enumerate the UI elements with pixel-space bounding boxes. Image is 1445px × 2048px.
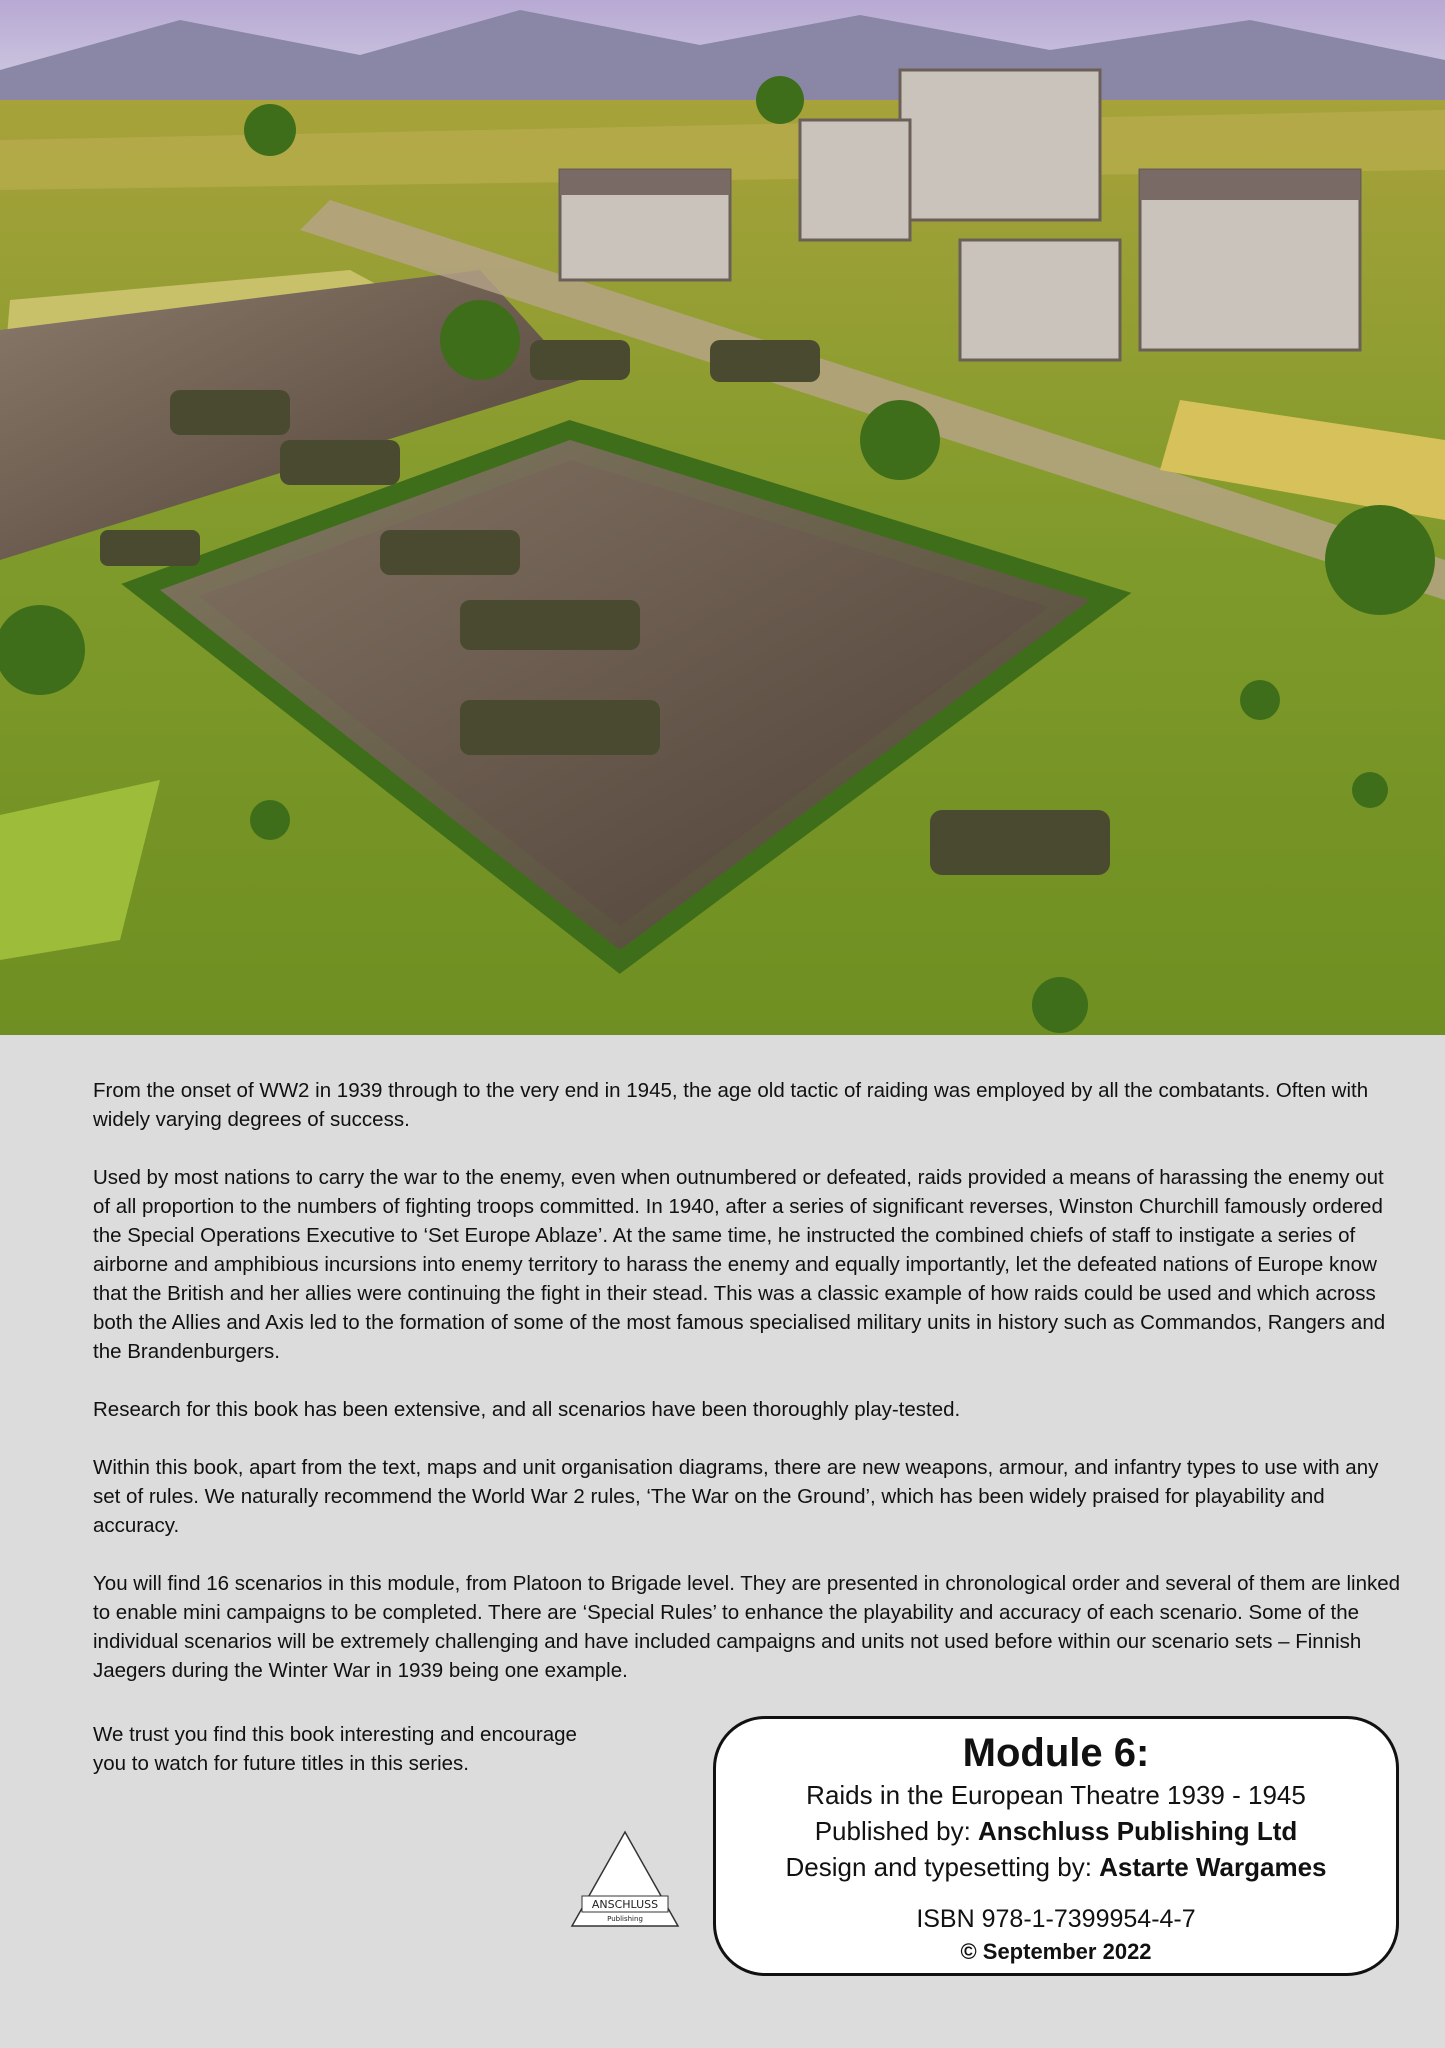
paragraph-scenarios: You will find 16 scenarios in this module, from Platoon to Brigade level. They are presented in chronological order and several of them are linked to enable mini campaigns to be completed. There are ‘Special Rules’ to enhance the playability and accuracy of each scenario. Some of the individual scenarios will be extremely challenging and have included campaigns and units not used before within our scenario sets – Finnish Jaegers during the Winter War in 1939 being one example. [93, 1572, 1401, 1682]
copyright: © September 2022 [960, 1939, 1152, 1964]
isbn: ISBN 978-1-7399954-4-7 [916, 1905, 1196, 1933]
anschluss-logo [568, 1830, 682, 1930]
design-line [716, 1849, 1396, 1885]
body-text [93, 1076, 1403, 1714]
published-label: Published by: [814, 1816, 979, 1846]
logo-sub: Publishing [607, 1915, 643, 1923]
module-subtitle: Raids in the European Theatre 1939 - 1945 [806, 1780, 1306, 1810]
closing-text [93, 1720, 613, 1778]
paragraph-contents: Within this book, apart from the text, maps and unit organisation diagrams, there are new weapons, armour, and infantry types to use with any set of rules. We naturally recommend the World War 2 rules, ‘The War on the Ground’, which has been widely praised for playability and accuracy. [93, 1456, 1379, 1537]
paragraph-raids-history: Used by most nations to carry the war to the enemy, even when outnumbered or defeated, raids provided a means of harassing the enemy out of all proportion to the numbers of fighting troops committed. In 1940, after a series of significant reverses, Winston Churchill famously ordered the Special Operations Executive to ‘Set Europe Ablaze’. At the same time, he instructed the combined chiefs of staff to instigate a series of airborne and amphibious incursions into enemy territory to harass the enemy and equally importantly, let the defeated nations of Europe know that the British and her allies were continuing the fight in their stead. This was a classic example of how raids could be used and which across both the Allies and Axis led to the formation of some of the most famous specialised military units in history such as Commandos, Rangers and the Brandenburgers. [93, 1166, 1386, 1363]
design-label: Design and typesetting by: [785, 1852, 1100, 1882]
paragraph-closing: We trust you find this book interesting and encourage you to watch for future titles in this series. [93, 1723, 577, 1775]
paragraph-intro: From the onset of WW2 in 1939 through to the very end in 1945, the age old tactic of raiding was employed by all the combatants. Often with widely varying degrees of success. [93, 1079, 1369, 1131]
publisher-line [716, 1813, 1396, 1849]
module-title: Module 6: [962, 1731, 1150, 1775]
publisher-name: Anschluss Publishing Ltd [978, 1816, 1298, 1846]
designer-name: Astarte Wargames [1099, 1852, 1327, 1882]
paragraph-research: Research for this book has been extensive, and all scenarios have been thoroughly play-tested. [93, 1398, 961, 1421]
module-info-box [713, 1716, 1399, 1976]
logo-name: ANSCHLUSS [591, 1898, 659, 1911]
